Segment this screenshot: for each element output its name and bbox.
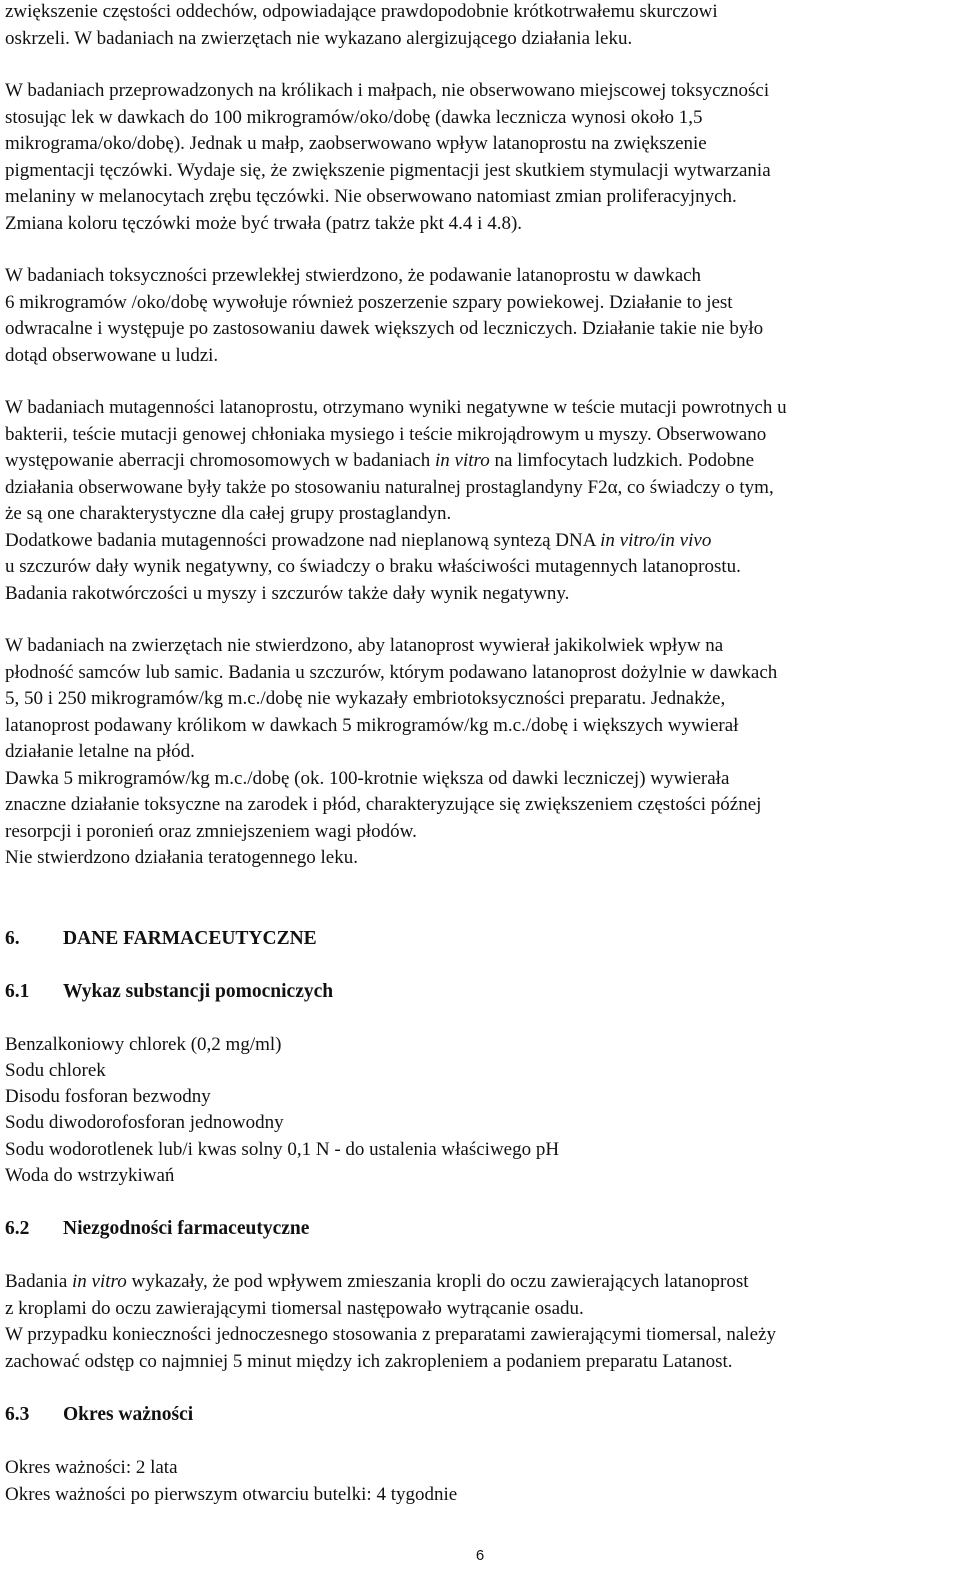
text-segment: Dodatkowe badania mutagenności prowadzone nad nieplanową syntezą DNA — [5, 529, 601, 551]
text-segment: Badania — [5, 1271, 73, 1293]
paragraph-local-toxicity — [5, 78, 955, 237]
section-number: 6.3 — [5, 1404, 30, 1426]
text-line: Dawka 5 mikrogramów/kg m.c./dobę (ok. 100-krotnie większa od dawki leczniczej) wywierała — [5, 767, 730, 789]
paragraph-reproductive-toxicity — [5, 633, 955, 872]
text-line: resorpcji i poronień oraz zmniejszeniem wagi płodów. — [5, 820, 417, 842]
section-number: 6. — [5, 927, 20, 949]
section-heading-6-3 — [5, 1402, 955, 1428]
italic-term: in vitro/in vivo — [600, 529, 712, 551]
text-line: działania obserwowane były także po stosowaniu naturalnej prostaglandyny F2α, co świadczy o tym, — [5, 476, 774, 498]
text-line: W badaniach na zwierzętach nie stwierdzono, aby latanoprost wywierał jakikolwiek wpływ na — [5, 635, 724, 656]
paragraph-mutagenicity — [5, 395, 955, 607]
text-line: Nie stwierdzono działania teratogennego leku. — [5, 847, 358, 868]
section-title: DANE FARMACEUTYCZNE — [63, 927, 317, 949]
section-title: Wykaz substancji pomocniczych — [63, 980, 334, 1002]
text-line — [5, 1269, 955, 1296]
section-title: Niezgodności farmaceutyczne — [63, 1218, 310, 1240]
text-line: mikrograma/oko/dobę). Jednak u małp, zaobserwowano wpływ latanoprostu na zwiększenie — [5, 133, 707, 154]
text-line: działanie letalne na płód. — [5, 741, 195, 762]
text-line: Zmiana koloru tęczówki może być trwała (patrz także pkt 4.4 i 4.8). — [5, 212, 523, 234]
list-item: Disodu fosforan bezwodny — [5, 1086, 211, 1108]
text-line: melaniny w melanocytach zrębu tęczówki. Nie obserwowano natomiast zmian proliferacyjnych. — [5, 186, 737, 207]
section-number: 6.2 — [5, 1218, 30, 1240]
text-line: 6 mikrogramów /oko/dobę wywołuje również poszerzenie szpary powiekowej. Działanie to jest — [5, 291, 733, 313]
list-item: Okres ważności: 2 lata — [5, 1457, 178, 1479]
text-line — [5, 448, 955, 475]
text-line: 5, 50 i 250 mikrogramów/kg m.c./dobę nie wykazały embriotoksyczności preparatu. Jednakże, — [5, 688, 726, 709]
text-line — [5, 528, 955, 555]
page-number: 6 — [475, 1547, 485, 1564]
text-line: oskrzeli. W badaniach na zwierzętach nie wykazano alergizującego działania leku. — [5, 27, 633, 49]
text-line: odwracalne i występuje po zastosowaniu dawek większych od leczniczych. Działanie takie nie było — [5, 318, 764, 339]
section-heading-6-2 — [5, 1216, 955, 1242]
list-item: Sodu wodorotlenek lub/i kwas solny 0,1 N - do ustalenia właściwego pH — [5, 1138, 560, 1160]
paragraph-incompatibilities — [5, 1269, 955, 1375]
text-line: latanoprost podawany królikom w dawkach 5 mikrogramów/kg m.c./dobę i większych wywierał — [5, 714, 739, 736]
text-line: dotąd obserwowane u ludzi. — [5, 344, 219, 366]
list-item: Woda do wstrzykiwań — [5, 1164, 175, 1186]
section-heading-6 — [5, 926, 955, 952]
text-line: Badania rakotwórczości u myszy i szczurów także dały wynik negatywny. — [5, 582, 570, 604]
text-segment: na limfocytach ludzkich. Podobne — [489, 450, 755, 471]
text-line: stosując lek w dawkach do 100 mikrogramów/oko/dobę (dawka lecznicza wynosi około 1,5 — [5, 106, 703, 128]
section-number: 6.1 — [5, 980, 30, 1002]
list-item: Sodu diwodorofosforan jednowodny — [5, 1112, 284, 1134]
text-line: bakterii, teście mutacji genowej chłoniaka mysiego i teście mikrojądrowym u myszy. Obserwowano — [5, 423, 767, 445]
italic-term: in vitro — [435, 450, 490, 471]
document-page — [5, 0, 955, 1508]
text-line: zwiększenie częstości oddechów, odpowiadające prawdopodobnie krótkotrwałemu skurczowi — [5, 1, 718, 22]
section-heading-6-1 — [5, 979, 955, 1005]
text-line: W przypadku konieczności jednoczesnego stosowania z preparatami zawierającymi tiomersal, należy — [5, 1324, 776, 1346]
text-line: u szczurów dały wynik negatywny, co świadczy o braku właściwości mutagennych latanoprostu. — [5, 556, 741, 577]
text-line: W badaniach przeprowadzonych na królikach i małpach, nie obserwowano miejscowej toksyczności — [5, 80, 770, 101]
text-line: znaczne działanie toksyczne na zarodek i płód, charakteryzujące się zwiększeniem częstości późnej — [5, 794, 762, 815]
shelf-life-list — [5, 1455, 955, 1508]
list-item: Okres ważności po pierwszym otwarciu butelki: 4 tygodnie — [5, 1483, 458, 1505]
text-line: zachować odstęp co najmniej 5 minut między ich zakropleniem a podaniem preparatu Latanost. — [5, 1350, 733, 1372]
paragraph-chronic-toxicity — [5, 263, 955, 369]
text-segment: wykazały, że pod wpływem zmieszania kropli do oczu zawierających latanoprost — [126, 1271, 749, 1293]
text-line: W badaniach mutagenności latanoprostu, otrzymano wyniki negatywne w teście mutacji powrotnych u — [5, 397, 787, 418]
list-item: Benzalkoniowy chlorek (0,2 mg/ml) — [5, 1033, 282, 1055]
text-segment: występowanie aberracji chromosomowych w badaniach — [5, 450, 435, 471]
text-line: pigmentacji tęczówki. Wydaje się, że zwiększenie pigmentacji jest skutkiem stymulacji wytwarzania — [5, 159, 771, 181]
list-item: Sodu chlorek — [5, 1059, 106, 1081]
text-line: W badaniach toksyczności przewlekłej stwierdzono, że podawanie latanoprostu w dawkach — [5, 265, 702, 286]
excipients-list — [5, 1032, 955, 1190]
italic-term: in vitro — [72, 1271, 127, 1293]
paragraph-continuation — [5, 0, 955, 52]
text-line: płodność samców lub samic. Badania u szczurów, którym podawano latanoprost dożylnie w dawkach — [5, 661, 778, 683]
text-line: z kroplami do oczu zawierającymi tiomersal następowało wytrącanie osadu. — [5, 1297, 584, 1319]
section-title: Okres ważności — [63, 1404, 194, 1426]
text-line: że są one charakterystyczne dla całej grupy prostaglandyn. — [5, 503, 452, 524]
